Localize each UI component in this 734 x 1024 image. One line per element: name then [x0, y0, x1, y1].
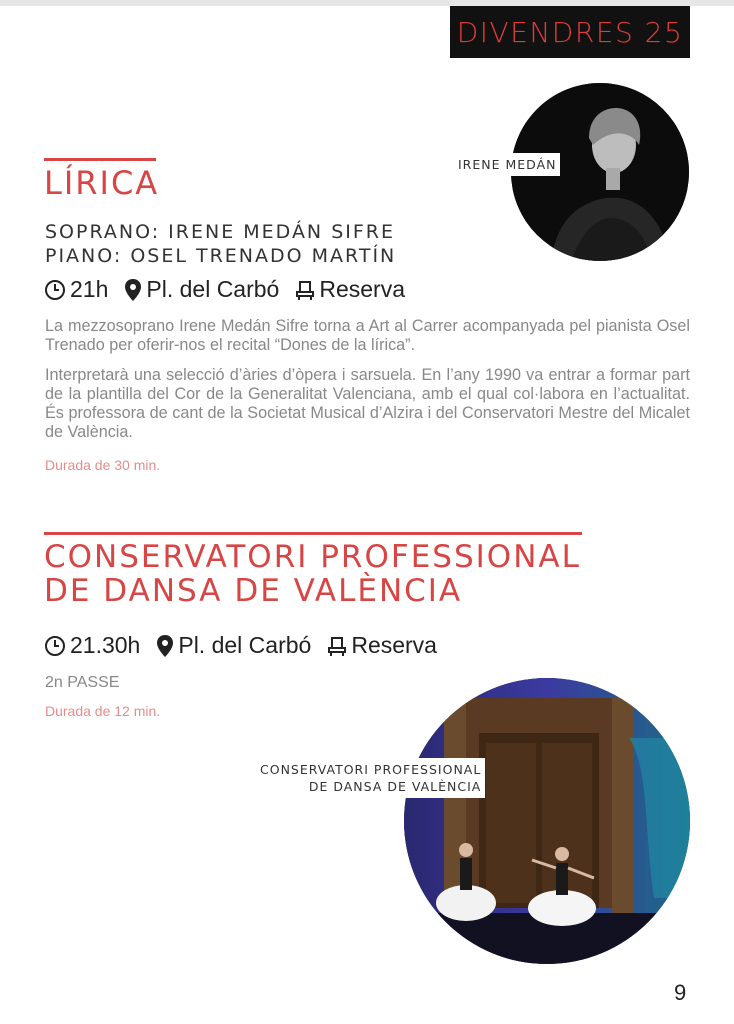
event1-time-text: 21h	[70, 276, 109, 302]
day-badge: DIVENDRES 25	[450, 6, 690, 58]
event2-info-row	[44, 632, 453, 659]
event2-booking-text[interactable]: Reserva	[351, 632, 437, 658]
event1-booking-text[interactable]: Reserva	[319, 276, 405, 302]
event1-info-row	[44, 276, 421, 303]
event1-title: LÍRICA	[44, 164, 160, 202]
event2-duration: Durada de 12 min.	[45, 703, 161, 719]
event2-place	[156, 632, 311, 659]
event2-title	[44, 540, 581, 608]
event1-time	[44, 276, 108, 303]
event1-cast-soprano: SOPRANO: IRENE MEDÁN SIFRE	[45, 221, 395, 243]
event2-photo-caption	[256, 758, 485, 798]
location-pin-icon	[124, 278, 142, 302]
event1-place	[124, 276, 279, 303]
event1-title-rule	[44, 158, 156, 161]
event2-title-line2: DE DANSA DE VALÈNCIA	[44, 573, 463, 610]
event1-cast	[45, 220, 396, 268]
event2-photo-caption-line1: CONSERVATORI PROFESSIONAL	[260, 762, 482, 777]
event2-booking[interactable]	[327, 632, 437, 659]
clock-icon	[44, 635, 66, 657]
seat-icon	[295, 279, 315, 301]
event1-description-p1: La mezzosoprano Irene Medán Sifre torna a Art al Carrer acompanyada pel pianista Osel Trenado per oferir-nos el recital “Dones de la lírica”.	[45, 317, 690, 354]
event1-photo-caption: IRENE MEDÁN	[454, 153, 560, 176]
clock-icon	[44, 279, 66, 301]
location-pin-icon	[156, 634, 174, 658]
event2-session: 2n PASSE	[45, 674, 120, 691]
event1-description-p2: Interpretarà una selecció d’àries d’òpera i sarsuela. En l’any 1990 va entrar a formar part de la plantilla del Cor de la Generalitat Valenciana, amb el qual col·labora en l’actualitat. És professora de cant de la Societat Musical d’Alzira i del Conservatori Mestre del Micalet de València.	[45, 366, 690, 441]
seat-icon	[327, 635, 347, 657]
event2-photo	[404, 678, 690, 964]
event2-title-line1: CONSERVATORI PROFESSIONAL	[44, 539, 581, 575]
event2-time-text: 21.30h	[70, 632, 141, 658]
event2-title-rule	[44, 532, 582, 535]
event2-place-text: Pl. del Carbó	[178, 632, 312, 658]
event1-duration: Durada de 30 min.	[45, 457, 161, 473]
event2-photo-caption-line2: DE DANSA DE VALÈNCIA	[308, 779, 482, 794]
event1-place-text: Pl. del Carbó	[146, 276, 280, 302]
event2-time	[44, 632, 140, 659]
page-number: 9	[674, 980, 687, 1005]
event1-booking[interactable]	[295, 276, 405, 303]
event1-cast-piano: PIANO: OSEL TRENADO MARTÍN	[45, 245, 397, 267]
